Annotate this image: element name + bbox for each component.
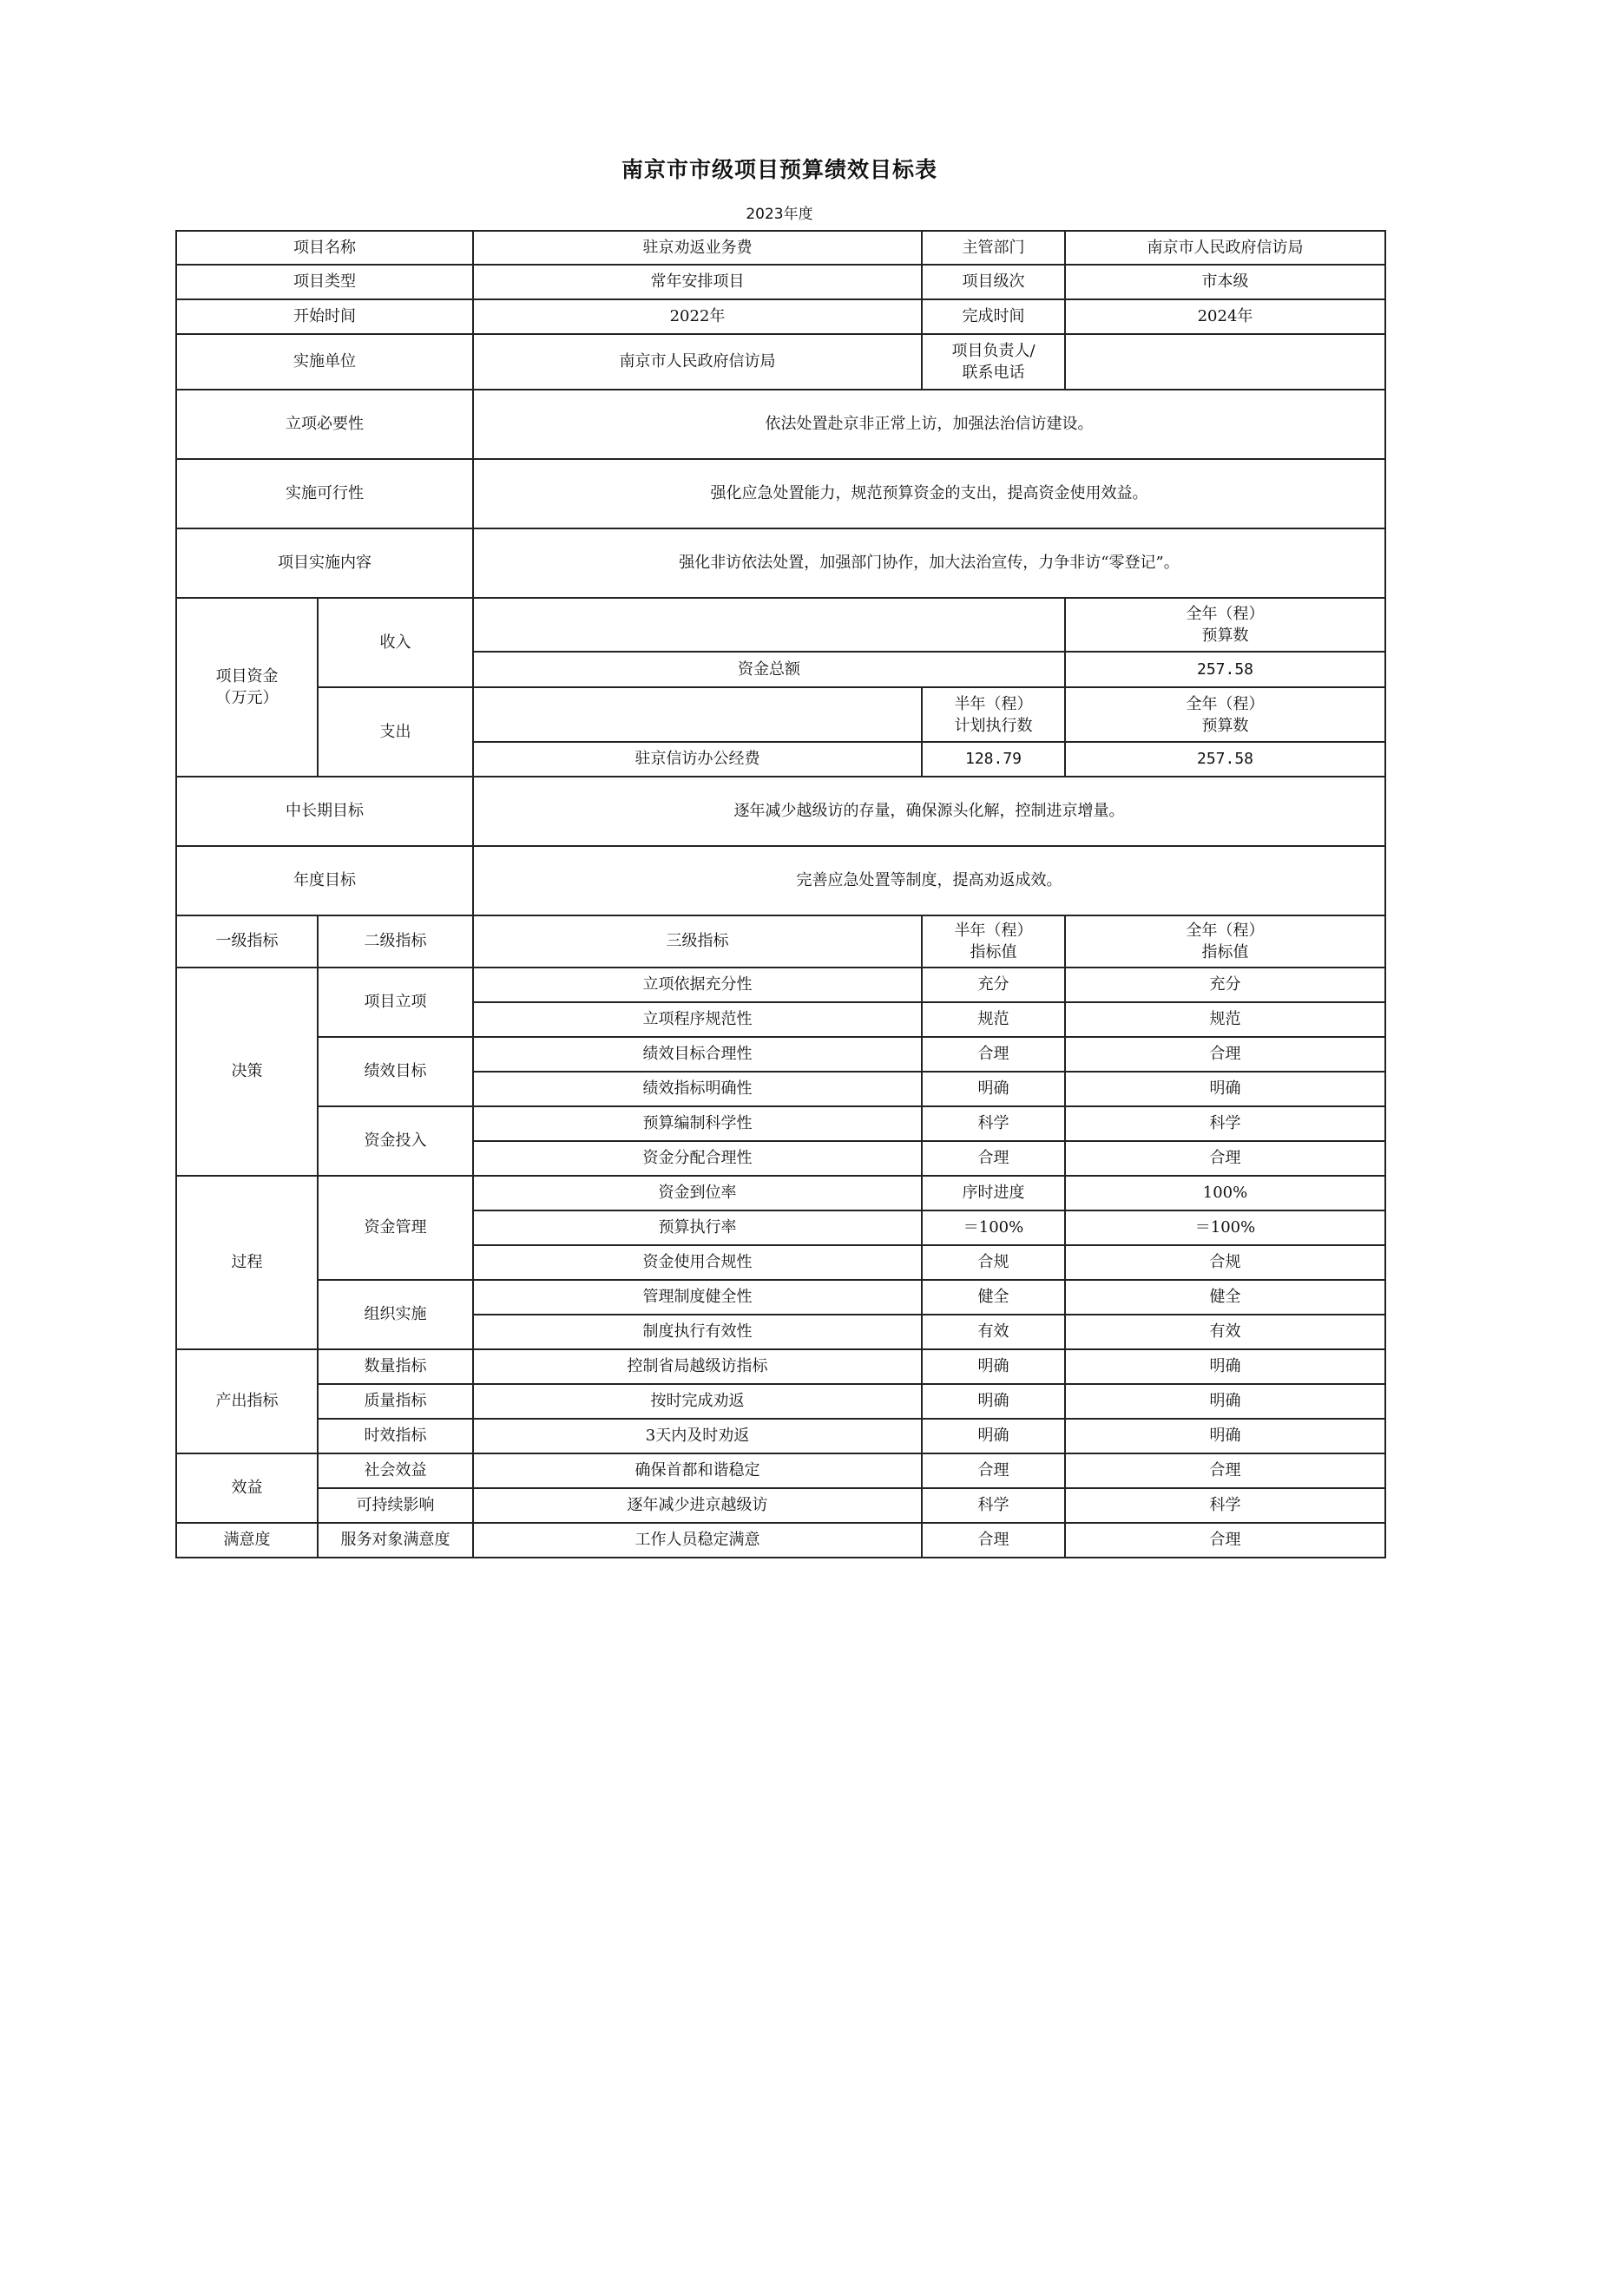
row-content (176, 528, 1385, 598)
row-unit (176, 334, 1385, 390)
indicator-full-value: ＝100% (1065, 1210, 1385, 1245)
level1-header: 一级指标 (176, 915, 318, 968)
indicator-half-value: 充分 (922, 968, 1065, 1002)
indicator-name: 资金分配合理性 (473, 1141, 922, 1176)
row-project-name (176, 231, 1385, 265)
indicator-name: 立项程序规范性 (473, 1002, 922, 1037)
full-value-header-line1: 全年（程） (1186, 922, 1265, 940)
owner-label-line1: 项目负责人/ (951, 342, 1036, 360)
table-row (176, 1419, 1385, 1453)
indicator-half-value: 合理 (922, 1523, 1065, 1558)
half-value-header-line1: 半年（程） (954, 922, 1033, 940)
table-row (176, 1349, 1385, 1384)
table-row (176, 1384, 1385, 1419)
row-annual (176, 846, 1385, 915)
project-type-value: 常年安排项目 (473, 265, 922, 299)
income-item: 资金总额 (473, 652, 1065, 687)
indicator-full-value: 科学 (1065, 1106, 1385, 1141)
indicator-name: 资金使用合规性 (473, 1245, 922, 1280)
indicator-full-value: 明确 (1065, 1349, 1385, 1384)
dept-value: 南京市人民政府信访局 (1065, 231, 1385, 265)
expense-full-header-line1: 全年（程） (1186, 694, 1265, 713)
decision-label: 决策 (176, 968, 318, 1176)
indicator-full-value: 明确 (1065, 1072, 1385, 1106)
unit-label: 实施单位 (176, 334, 473, 390)
indicator-full-value: 合理 (1065, 1037, 1385, 1072)
indicator-name: 绩效目标合理性 (473, 1037, 922, 1072)
necessity-text: 依法处置赴京非正常上访，加强法治信访建设。 (473, 390, 1385, 459)
indicator-full-value: 合理 (1065, 1141, 1385, 1176)
project-level-label: 项目级次 (922, 265, 1065, 299)
long-term-label: 中长期目标 (176, 777, 473, 846)
level2-header: 二级指标 (318, 915, 473, 968)
indicator-level2: 服务对象满意度 (318, 1523, 473, 1558)
expense-half-header (922, 687, 1065, 742)
indicator-full-value: 健全 (1065, 1280, 1385, 1315)
unit-value: 南京市人民政府信访局 (473, 334, 922, 390)
table-row (176, 1106, 1385, 1141)
expense-label: 支出 (318, 687, 473, 777)
income-header-line1: 全年（程） (1186, 605, 1265, 623)
long-term-text: 逐年减少越级访的存量，确保源头化解，控制进京增量。 (473, 777, 1385, 846)
row-indicator-header (176, 915, 1385, 968)
expense-full-header (1065, 687, 1385, 742)
content-text: 强化非访依法处置，加强部门协作，加大法治宣传，力争非访“零登记”。 (473, 528, 1385, 598)
table-row (176, 1488, 1385, 1523)
full-value-header-line2: 指标值 (1201, 943, 1249, 961)
row-income-header (176, 598, 1385, 652)
table-row (176, 1176, 1385, 1210)
income-header-line2: 预算数 (1201, 626, 1249, 645)
indicator-name: 工作人员稳定满意 (473, 1523, 922, 1558)
table-row (176, 968, 1385, 1002)
owner-label-line2: 联系电话 (962, 364, 1025, 382)
indicator-full-value: 合规 (1065, 1245, 1385, 1280)
table-row (176, 1280, 1385, 1315)
indicator-full-value: 充分 (1065, 968, 1385, 1002)
decision-g3-label: 资金投入 (318, 1106, 473, 1176)
indicator-name: 立项依据充分性 (473, 968, 922, 1002)
project-name-value: 驻京劝返业务费 (473, 231, 922, 265)
indicator-half-value: 明确 (922, 1349, 1065, 1384)
indicator-half-value: 明确 (922, 1419, 1065, 1453)
row-time (176, 299, 1385, 334)
decision-g1-label: 项目立项 (318, 968, 473, 1037)
benefit-label: 效益 (176, 1453, 318, 1523)
indicator-name: 按时完成劝返 (473, 1384, 922, 1419)
year-label: 2023年度 (746, 206, 813, 223)
indicator-half-value: 健全 (922, 1280, 1065, 1315)
process-label: 过程 (176, 1176, 318, 1349)
row-feasibility (176, 459, 1385, 528)
decision-g2-label: 绩效目标 (318, 1037, 473, 1106)
income-header-blank (473, 598, 1065, 652)
funds-label-line2: （万元） (215, 689, 279, 707)
indicator-half-value: 合理 (922, 1141, 1065, 1176)
row-expense-header (176, 687, 1385, 742)
indicator-half-value: 明确 (922, 1384, 1065, 1419)
necessity-label: 立项必要性 (176, 390, 473, 459)
indicator-level2: 可持续影响 (318, 1488, 473, 1523)
expense-item: 驻京信访办公经费 (473, 742, 922, 777)
indicator-name: 控制省局越级访指标 (473, 1349, 922, 1384)
expense-half-value: 128.79 (922, 742, 1065, 777)
level3-header: 三级指标 (473, 915, 922, 968)
project-level-value: 市本级 (1065, 265, 1385, 299)
output-label: 产出指标 (176, 1349, 318, 1453)
full-value-header (1065, 915, 1385, 968)
funds-label (176, 598, 318, 777)
indicator-half-value: 科学 (922, 1106, 1065, 1141)
indicator-name: 3天内及时劝返 (473, 1419, 922, 1453)
start-time-label: 开始时间 (176, 299, 473, 334)
indicator-name: 预算执行率 (473, 1210, 922, 1245)
indicator-half-value: 合理 (922, 1037, 1065, 1072)
indicator-half-value: 明确 (922, 1072, 1065, 1106)
indicator-half-value: 合规 (922, 1245, 1065, 1280)
end-time-value: 2024年 (1065, 299, 1385, 334)
indicator-half-value: 序时进度 (922, 1176, 1065, 1210)
indicator-full-value: 合理 (1065, 1453, 1385, 1488)
indicator-level2: 数量指标 (318, 1349, 473, 1384)
satisfaction-label: 满意度 (176, 1523, 318, 1558)
project-type-label: 项目类型 (176, 265, 473, 299)
annual-text: 完善应急处置等制度，提高劝返成效。 (473, 846, 1385, 915)
indicator-name: 资金到位率 (473, 1176, 922, 1210)
annual-label: 年度目标 (176, 846, 473, 915)
table-row (176, 1523, 1385, 1558)
row-project-type (176, 265, 1385, 299)
table-row (176, 1037, 1385, 1072)
expense-half-header-line1: 半年（程） (954, 694, 1033, 713)
indicator-name: 绩效指标明确性 (473, 1072, 922, 1106)
indicator-half-value: 规范 (922, 1002, 1065, 1037)
indicator-level2: 时效指标 (318, 1419, 473, 1453)
performance-table (175, 230, 1386, 1558)
row-necessity (176, 390, 1385, 459)
process-g2-label: 组织实施 (318, 1280, 473, 1349)
table-row (176, 1453, 1385, 1488)
funds-label-line1: 项目资金 (215, 667, 279, 686)
income-value: 257.58 (1065, 652, 1385, 687)
indicator-name: 逐年减少进京越级访 (473, 1488, 922, 1523)
owner-value (1065, 334, 1385, 390)
owner-label (922, 334, 1065, 390)
indicator-name: 管理制度健全性 (473, 1280, 922, 1315)
row-long-term (176, 777, 1385, 846)
indicator-name: 确保首都和谐稳定 (473, 1453, 922, 1488)
feasibility-label: 实施可行性 (176, 459, 473, 528)
income-label: 收入 (318, 598, 473, 687)
indicator-full-value: 明确 (1065, 1419, 1385, 1453)
income-header (1065, 598, 1385, 652)
indicator-level2: 社会效益 (318, 1453, 473, 1488)
end-time-label: 完成时间 (922, 299, 1065, 334)
process-g1-label: 资金管理 (318, 1176, 473, 1280)
indicator-full-value: 规范 (1065, 1002, 1385, 1037)
expense-header-blank (473, 687, 922, 742)
half-value-header-line2: 指标值 (970, 943, 1017, 961)
expense-half-header-line2: 计划执行数 (954, 716, 1033, 735)
indicator-half-value: 合理 (922, 1453, 1065, 1488)
half-value-header (922, 915, 1065, 968)
indicator-full-value: 100% (1065, 1176, 1385, 1210)
indicator-name: 预算编制科学性 (473, 1106, 922, 1141)
indicator-full-value: 合理 (1065, 1523, 1385, 1558)
dept-label: 主管部门 (922, 231, 1065, 265)
indicator-full-value: 明确 (1065, 1384, 1385, 1419)
page-title: 南京市市级项目预算绩效目标表 (621, 157, 937, 182)
project-name-label: 项目名称 (176, 231, 473, 265)
start-time-value: 2022年 (473, 299, 922, 334)
indicator-half-value: 有效 (922, 1315, 1065, 1349)
indicator-full-value: 有效 (1065, 1315, 1385, 1349)
indicator-name: 制度执行有效性 (473, 1315, 922, 1349)
indicator-half-value: ＝100% (922, 1210, 1065, 1245)
indicator-half-value: 科学 (922, 1488, 1065, 1523)
indicator-level2: 质量指标 (318, 1384, 473, 1419)
expense-full-value: 257.58 (1065, 742, 1385, 777)
feasibility-text: 强化应急处置能力，规范预算资金的支出，提高资金使用效益。 (473, 459, 1385, 528)
expense-full-header-line2: 预算数 (1201, 716, 1249, 735)
indicator-full-value: 科学 (1065, 1488, 1385, 1523)
content-label: 项目实施内容 (176, 528, 473, 598)
